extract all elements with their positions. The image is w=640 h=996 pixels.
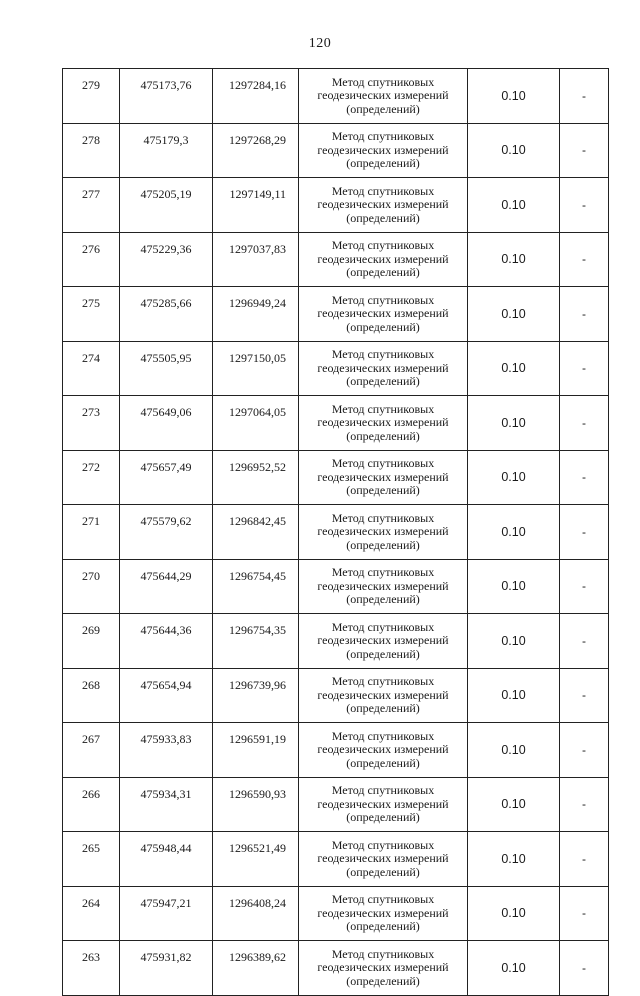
extra-value: - xyxy=(560,777,609,832)
method-cell xyxy=(299,287,468,342)
method-line-1: Метод спутниковых xyxy=(331,837,435,852)
point-number: 268 xyxy=(63,668,120,723)
point-number: 271 xyxy=(63,505,120,560)
method-line-1: Метод спутниковых xyxy=(331,347,435,361)
method-line-1: Метод спутниковых xyxy=(331,401,435,416)
point-number: 274 xyxy=(63,341,120,396)
method-line-2: геодезических измерений xyxy=(317,88,449,102)
table-row xyxy=(63,450,609,505)
extra-value: - xyxy=(560,287,609,342)
accuracy: 0.10 xyxy=(468,450,560,505)
method-line-3: (определений) xyxy=(346,592,420,606)
method-line-1: Метод спутниковых xyxy=(331,674,435,688)
table-row xyxy=(63,886,609,941)
point-number: 275 xyxy=(63,287,120,342)
method-line-3: (определений) xyxy=(346,265,420,279)
table-row xyxy=(63,69,609,124)
method-line-3: (определений) xyxy=(346,919,420,933)
method-line-3: (определений) xyxy=(346,483,420,497)
point-number: 267 xyxy=(63,723,120,778)
coordinate-y: 1297037,83 xyxy=(213,232,299,287)
method-cell xyxy=(299,396,468,451)
table-row xyxy=(63,178,609,233)
method-line-3: (определений) xyxy=(346,537,420,552)
coordinate-x: 475285,66 xyxy=(120,287,213,342)
method-cell xyxy=(299,941,468,996)
extra-value: - xyxy=(560,123,609,178)
method-line-2: геодезических измерений xyxy=(317,469,449,484)
point-number: 276 xyxy=(63,232,120,287)
table-row xyxy=(63,777,609,832)
coordinate-y: 1297149,11 xyxy=(213,178,299,233)
method-cell xyxy=(299,232,468,287)
extra-value: - xyxy=(560,832,609,887)
table-row xyxy=(63,287,609,342)
method-line-2: геодезических измерений xyxy=(317,633,449,647)
method-cell xyxy=(299,505,468,560)
accuracy: 0.10 xyxy=(468,559,560,614)
coordinate-x: 475179,3 xyxy=(120,123,213,178)
accuracy: 0.10 xyxy=(468,287,560,342)
coordinate-y: 1296521,49 xyxy=(213,832,299,887)
coordinate-x: 475649,06 xyxy=(120,396,213,451)
table-row xyxy=(63,505,609,560)
method-cell xyxy=(299,614,468,669)
method-line-2: геодезических измерений xyxy=(317,687,449,702)
method-line-2: геодезических измерений xyxy=(317,524,449,538)
method-line-1: Метод спутниковых xyxy=(331,892,435,906)
method-line-3: (определений) xyxy=(346,755,420,770)
table-row xyxy=(63,341,609,396)
accuracy: 0.10 xyxy=(468,178,560,233)
method-line-3: (определений) xyxy=(346,428,420,443)
method-line-1: Метод спутниковых xyxy=(331,565,435,579)
accuracy: 0.10 xyxy=(468,886,560,941)
coordinate-x: 475657,49 xyxy=(120,450,213,505)
point-number: 270 xyxy=(63,559,120,614)
extra-value: - xyxy=(560,178,609,233)
coordinates-table xyxy=(62,68,609,996)
coordinate-x: 475933,83 xyxy=(120,723,213,778)
accuracy: 0.10 xyxy=(468,123,560,178)
coordinate-y: 1297268,29 xyxy=(213,123,299,178)
point-number: 279 xyxy=(63,69,120,124)
method-line-1: Метод спутниковых xyxy=(331,74,435,89)
table-row xyxy=(63,723,609,778)
method-line-3: (определений) xyxy=(346,864,420,879)
accuracy: 0.10 xyxy=(468,69,560,124)
method-line-2: геодезических измерений xyxy=(317,360,449,375)
accuracy: 0.10 xyxy=(468,614,560,669)
extra-value: - xyxy=(560,341,609,396)
method-cell xyxy=(299,777,468,832)
extra-value: - xyxy=(560,69,609,124)
extra-value: - xyxy=(560,396,609,451)
method-line-2: геодезических измерений xyxy=(317,306,449,320)
coordinate-y: 1296949,24 xyxy=(213,287,299,342)
method-cell xyxy=(299,723,468,778)
method-line-2: геодезических измерений xyxy=(317,415,449,429)
accuracy: 0.10 xyxy=(468,668,560,723)
coordinate-y: 1296754,35 xyxy=(213,614,299,669)
point-number: 264 xyxy=(63,886,120,941)
coordinate-y: 1296389,62 xyxy=(213,941,299,996)
method-cell xyxy=(299,668,468,723)
table-row xyxy=(63,559,609,614)
table-row xyxy=(63,941,609,996)
point-number: 277 xyxy=(63,178,120,233)
extra-value: - xyxy=(560,505,609,560)
table-row xyxy=(63,396,609,451)
method-line-2: геодезических измерений xyxy=(317,251,449,266)
accuracy: 0.10 xyxy=(468,941,560,996)
coordinate-x: 475579,62 xyxy=(120,505,213,560)
accuracy: 0.10 xyxy=(468,341,560,396)
method-line-3: (определений) xyxy=(346,973,420,988)
coordinate-x: 475205,19 xyxy=(120,178,213,233)
method-line-2: геодезических измерений xyxy=(317,578,449,593)
method-line-1: Метод спутниковых xyxy=(331,456,435,470)
coordinate-x: 475644,36 xyxy=(120,614,213,669)
table-row xyxy=(63,614,609,669)
method-line-1: Метод спутниковых xyxy=(331,238,435,252)
extra-value: - xyxy=(560,941,609,996)
coordinate-y: 1296590,93 xyxy=(213,777,299,832)
accuracy: 0.10 xyxy=(468,723,560,778)
coordinates-table-body xyxy=(63,69,609,996)
coordinate-y: 1297064,05 xyxy=(213,396,299,451)
page-number: 120 xyxy=(308,36,332,51)
coordinate-y: 1296842,45 xyxy=(213,505,299,560)
point-number: 266 xyxy=(63,777,120,832)
point-number: 278 xyxy=(63,123,120,178)
coordinate-x: 475931,82 xyxy=(120,941,213,996)
method-line-3: (определений) xyxy=(346,646,420,661)
coordinate-x: 475173,76 xyxy=(120,69,213,124)
extra-value: - xyxy=(560,450,609,505)
method-line-1: Метод спутниковых xyxy=(331,129,435,143)
accuracy: 0.10 xyxy=(468,396,560,451)
extra-value: - xyxy=(560,723,609,778)
method-line-2: геодезических измерений xyxy=(317,960,449,974)
coordinate-x: 475644,29 xyxy=(120,559,213,614)
coordinate-y: 1297284,16 xyxy=(213,69,299,124)
point-number: 273 xyxy=(63,396,120,451)
extra-value: - xyxy=(560,668,609,723)
method-line-2: геодезических измерений xyxy=(317,742,449,756)
method-line-1: Метод спутниковых xyxy=(331,783,435,797)
coordinate-x: 475654,94 xyxy=(120,668,213,723)
coordinate-x: 475934,31 xyxy=(120,777,213,832)
method-line-1: Метод спутниковых xyxy=(331,510,435,525)
coordinate-y: 1296739,96 xyxy=(213,668,299,723)
method-line-1: Метод спутниковых xyxy=(331,946,435,961)
coordinate-x: 475947,21 xyxy=(120,886,213,941)
extra-value: - xyxy=(560,232,609,287)
table-row xyxy=(63,123,609,178)
method-line-3: (определений) xyxy=(346,156,420,170)
method-cell xyxy=(299,450,468,505)
method-line-3: (определений) xyxy=(346,319,420,334)
method-line-2: геодезических измерений xyxy=(317,851,449,865)
coordinate-x: 475948,44 xyxy=(120,832,213,887)
method-line-3: (определений) xyxy=(346,101,420,116)
method-cell xyxy=(299,341,468,396)
method-line-3: (определений) xyxy=(346,374,420,388)
point-number: 265 xyxy=(63,832,120,887)
coordinate-y: 1296591,19 xyxy=(213,723,299,778)
point-number: 269 xyxy=(63,614,120,669)
method-line-1: Метод спутниковых xyxy=(331,728,435,743)
method-line-2: геодезических измерений xyxy=(317,197,449,211)
method-line-3: (определений) xyxy=(346,701,420,715)
method-cell xyxy=(299,178,468,233)
method-cell xyxy=(299,886,468,941)
point-number: 263 xyxy=(63,941,120,996)
coordinate-y: 1297150,05 xyxy=(213,341,299,396)
coordinate-x: 475505,95 xyxy=(120,341,213,396)
method-line-2: геодезических измерений xyxy=(317,142,449,157)
method-line-3: (определений) xyxy=(346,210,420,225)
coordinate-x: 475229,36 xyxy=(120,232,213,287)
point-number: 272 xyxy=(63,450,120,505)
method-line-3: (определений) xyxy=(346,810,420,824)
coordinate-y: 1296408,24 xyxy=(213,886,299,941)
extra-value: - xyxy=(560,559,609,614)
accuracy: 0.10 xyxy=(468,232,560,287)
method-line-1: Метод спутниковых xyxy=(331,619,435,634)
table-row xyxy=(63,232,609,287)
method-cell xyxy=(299,559,468,614)
method-cell xyxy=(299,69,468,124)
table-row xyxy=(63,668,609,723)
extra-value: - xyxy=(560,614,609,669)
accuracy: 0.10 xyxy=(468,832,560,887)
method-cell xyxy=(299,123,468,178)
method-line-1: Метод спутниковых xyxy=(331,292,435,307)
accuracy: 0.10 xyxy=(468,505,560,560)
method-cell xyxy=(299,832,468,887)
accuracy: 0.10 xyxy=(468,777,560,832)
method-line-2: геодезических измерений xyxy=(317,905,449,920)
coordinate-y: 1296754,45 xyxy=(213,559,299,614)
coordinate-y: 1296952,52 xyxy=(213,450,299,505)
table-row xyxy=(63,832,609,887)
method-line-2: геодезических измерений xyxy=(317,796,449,811)
method-line-1: Метод спутниковых xyxy=(331,183,435,198)
extra-value: - xyxy=(560,886,609,941)
